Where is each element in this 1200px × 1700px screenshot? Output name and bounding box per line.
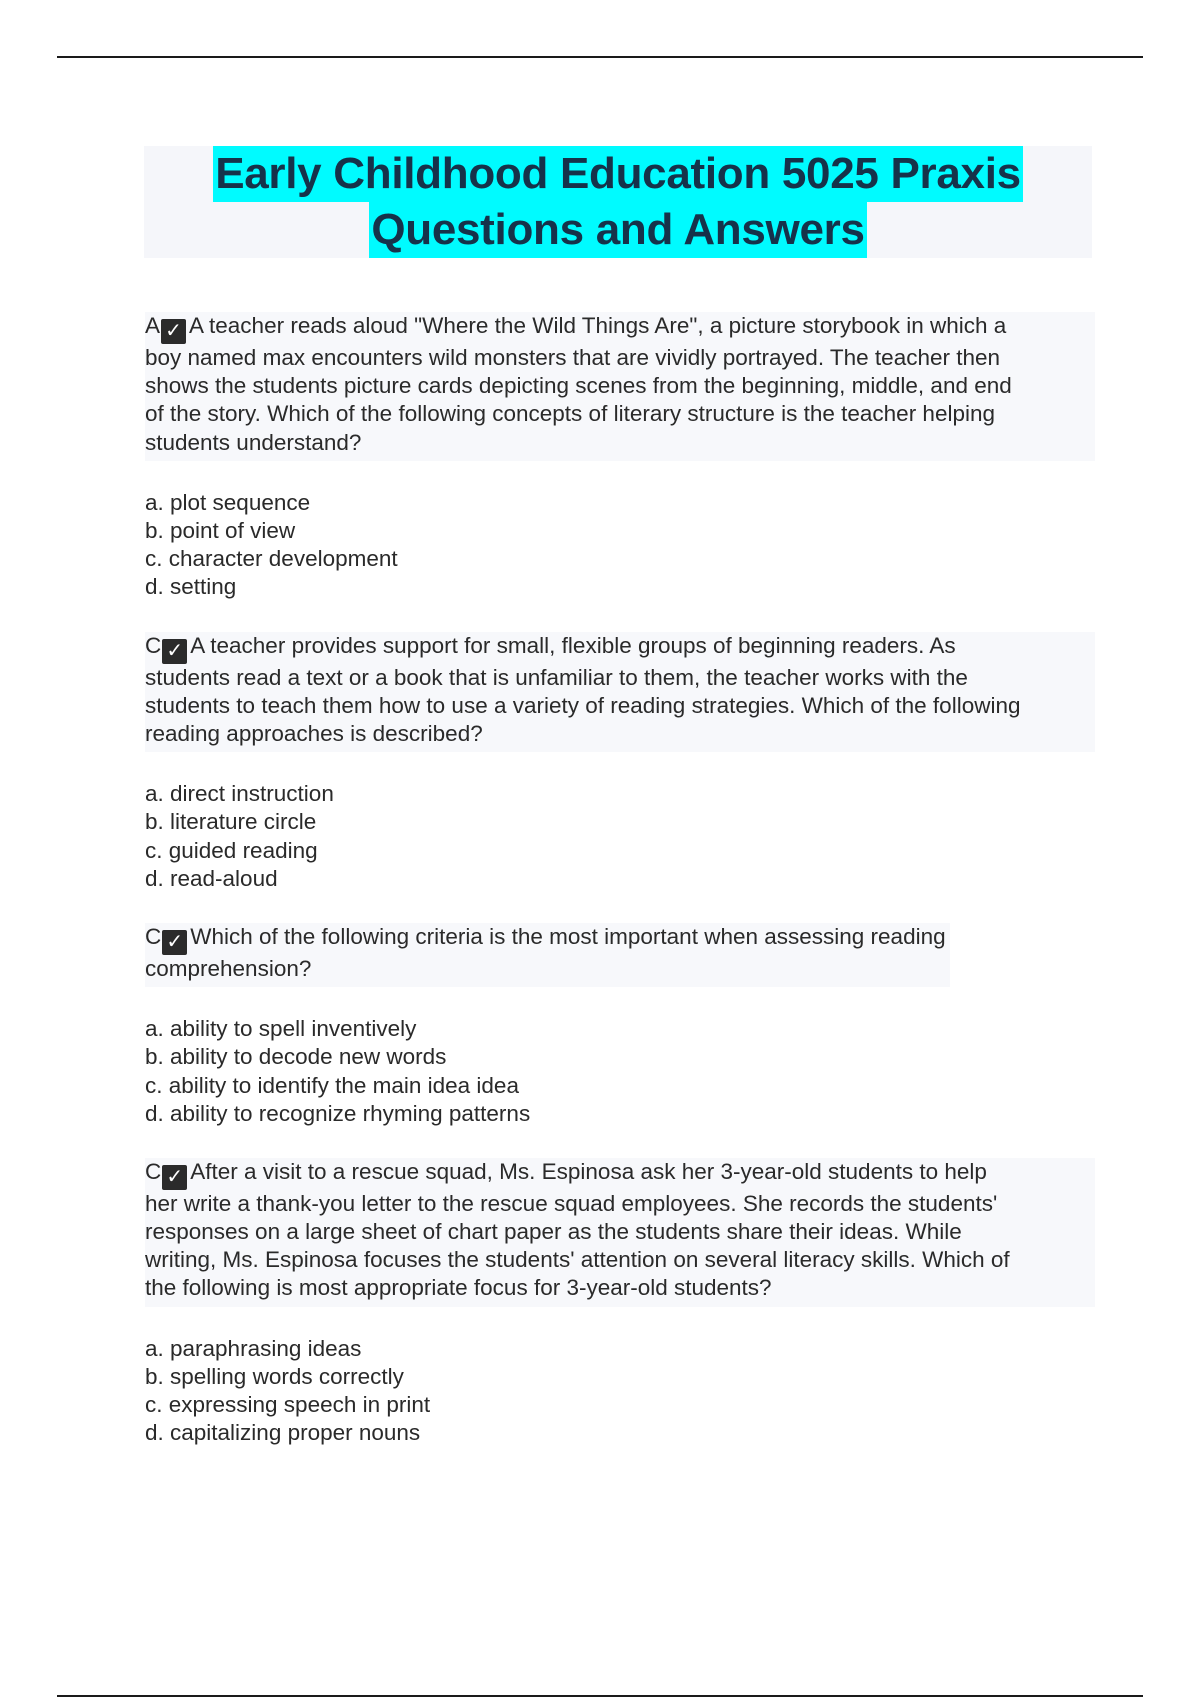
bottom-rule bbox=[57, 1695, 1143, 1697]
option-b: b. literature circle bbox=[145, 809, 317, 835]
question-line: comprehension? bbox=[145, 955, 312, 981]
question-block-1 bbox=[145, 312, 1095, 602]
answer-letter: C bbox=[145, 1158, 162, 1184]
question-line: After a visit to a rescue squad, Ms. Espinosa ask her 3-year-old students to help bbox=[190, 1158, 987, 1184]
question-line: A teacher reads aloud "Where the Wild Things Are", a picture storybook in which a bbox=[189, 313, 1007, 338]
option-b: b. ability to decode new words bbox=[145, 1044, 447, 1070]
checkmark-box-icon: ✓ bbox=[162, 930, 187, 955]
checkmark-box-icon: ✓ bbox=[161, 319, 186, 344]
question-line: students understand? bbox=[145, 429, 362, 455]
option-c: c. guided reading bbox=[145, 837, 318, 863]
question-line: boy named max encounters wild monsters that are vividly portrayed. The teacher then bbox=[145, 345, 1001, 370]
option-d: d. read-aloud bbox=[145, 865, 278, 891]
question-block-2 bbox=[145, 632, 1095, 893]
question-line: shows the students picture cards depicting scenes from the beginning, middle, and end bbox=[145, 373, 1012, 399]
option-a: a. ability to spell inventively bbox=[145, 1016, 417, 1042]
option-c: c. ability to identify the main idea idea bbox=[145, 1072, 519, 1098]
checkmark-box-icon: ✓ bbox=[162, 1165, 187, 1190]
title-line-2: Questions and Answers bbox=[369, 202, 866, 258]
question-line: students read a text or a book that is unfamiliar to them, the teacher works with the bbox=[145, 664, 968, 690]
option-c: c. character development bbox=[145, 546, 398, 572]
question-line: writing, Ms. Espinosa focuses the students' attention on several literacy skills. Which of bbox=[145, 1247, 1010, 1273]
answer-options bbox=[145, 780, 1095, 893]
question-line: responses on a large sheet of chart paper as the students share their ideas. While bbox=[145, 1219, 962, 1245]
question-line: the following is most appropriate focus for 3-year-old students? bbox=[145, 1275, 772, 1301]
question-block-4 bbox=[145, 1158, 1095, 1448]
option-a: a. plot sequence bbox=[145, 489, 311, 515]
option-a: a. paraphrasing ideas bbox=[145, 1335, 362, 1361]
top-rule bbox=[57, 56, 1143, 58]
option-d: d. ability to recognize rhyming patterns bbox=[145, 1100, 531, 1126]
title-line-1: Early Childhood Education 5025 Praxis bbox=[213, 146, 1023, 202]
question-text bbox=[145, 1158, 1095, 1307]
question-line: A teacher provides support for small, flexible groups of beginning readers. As bbox=[190, 632, 956, 658]
question-line: Which of the following criteria is the most important when assessing reading bbox=[190, 923, 946, 949]
option-b: b. point of view bbox=[145, 518, 296, 543]
question-text bbox=[145, 312, 1095, 461]
question-line: of the story. Which of the following concepts of literary structure is the teacher helping bbox=[145, 401, 996, 427]
question-line: reading approaches is described? bbox=[145, 720, 483, 746]
question-block-3 bbox=[145, 923, 1095, 1128]
option-c: c. expressing speech in print bbox=[145, 1392, 431, 1418]
option-d: d. capitalizing proper nouns bbox=[145, 1420, 421, 1446]
questions-list bbox=[145, 312, 1095, 1477]
answer-letter: C bbox=[145, 632, 162, 658]
checkmark-box-icon: ✓ bbox=[162, 639, 187, 664]
question-text bbox=[145, 923, 950, 987]
question-line: her write a thank-you letter to the rescue squad employees. She records the students' bbox=[145, 1190, 998, 1216]
option-b: b. spelling words correctly bbox=[145, 1363, 404, 1389]
document-title bbox=[144, 146, 1092, 258]
answer-options bbox=[145, 1015, 1095, 1128]
answer-letter: C bbox=[145, 923, 162, 949]
question-line: students to teach them how to use a variety of reading strategies. Which of the following bbox=[145, 692, 1021, 718]
answer-options bbox=[145, 1335, 1095, 1448]
answer-letter: A bbox=[145, 313, 161, 338]
option-d: d. setting bbox=[145, 574, 237, 600]
question-text bbox=[145, 632, 1095, 753]
option-a: a. direct instruction bbox=[145, 781, 334, 807]
answer-options bbox=[145, 489, 1095, 602]
